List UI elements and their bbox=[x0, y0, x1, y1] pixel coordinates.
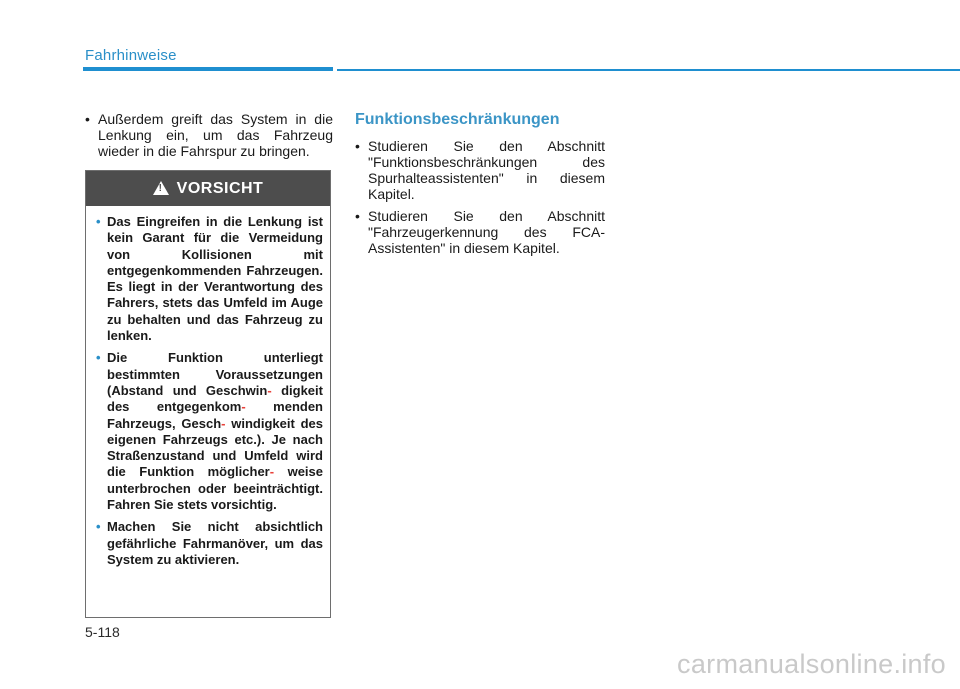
left-column-intro bbox=[85, 111, 333, 165]
right-column bbox=[355, 111, 605, 262]
caution-box bbox=[85, 170, 331, 618]
caution-item: • Das Eingreifen in die Lenkung ist kein Garant für die Vermeidung von Kollisionen mit entgegenkommenden Fahrzeugen. Es liegt in der Verantwortung des Fahrers, stets das Umfeld im Auge zu behalten und das Fahrzeug zu lenken. bbox=[98, 214, 323, 344]
caution-list bbox=[86, 206, 330, 568]
hyphen-mark: - bbox=[267, 382, 272, 398]
hyphen-mark: - bbox=[269, 464, 275, 480]
limitation-bullet: • Studieren Sie den Abschnitt "Fahrzeugerkennung des FCA-Assistenten" in diesem Kapitel. bbox=[355, 208, 605, 256]
hyphen-mark: - bbox=[241, 399, 246, 415]
header-rule-thick bbox=[83, 67, 333, 71]
intro-list bbox=[85, 111, 333, 159]
limitations-list bbox=[355, 138, 605, 256]
intro-bullet: • Außerdem greift das System in die Lenkung ein, um das Fahrzeug wieder in die Fahrspur zu bringen. bbox=[85, 111, 333, 159]
caution-title: VORSICHT bbox=[176, 179, 264, 197]
caution-item: • Die Funktion unterliegt bestimmten Voraussetzungen (Abstand und Geschwin- digkeit des entgegenkom- menden Fahrzeugs, Gesch- windigkeit des eigenen Fahrzeugs etc.). Je nach Straßenzustand und Umfeld wird die Funktion möglicher- weise unterbrochen oder beeinträchtigt. Fahren Sie stets vorsichtig. bbox=[98, 350, 323, 513]
caution-header bbox=[86, 171, 330, 206]
header-rule-thin bbox=[337, 69, 960, 71]
warning-triangle-icon: ! bbox=[153, 181, 169, 195]
watermark: carmanualsonline.info bbox=[677, 649, 946, 679]
hyphen-mark: - bbox=[221, 415, 226, 431]
limitation-bullet: • Studieren Sie den Abschnitt "Funktionsbeschränkungen des Spurhalteassistenten" in diesem Kapitel. bbox=[355, 138, 605, 202]
page-number: 5-118 bbox=[85, 624, 120, 640]
caution-item: • Machen Sie nicht absichtlich gefährliche Fahrmanöver, um das System zu aktivieren. bbox=[98, 519, 323, 568]
section-title: Fahrhinweise bbox=[85, 47, 177, 64]
subsection-heading: Funktionsbeschränkungen bbox=[355, 111, 560, 128]
